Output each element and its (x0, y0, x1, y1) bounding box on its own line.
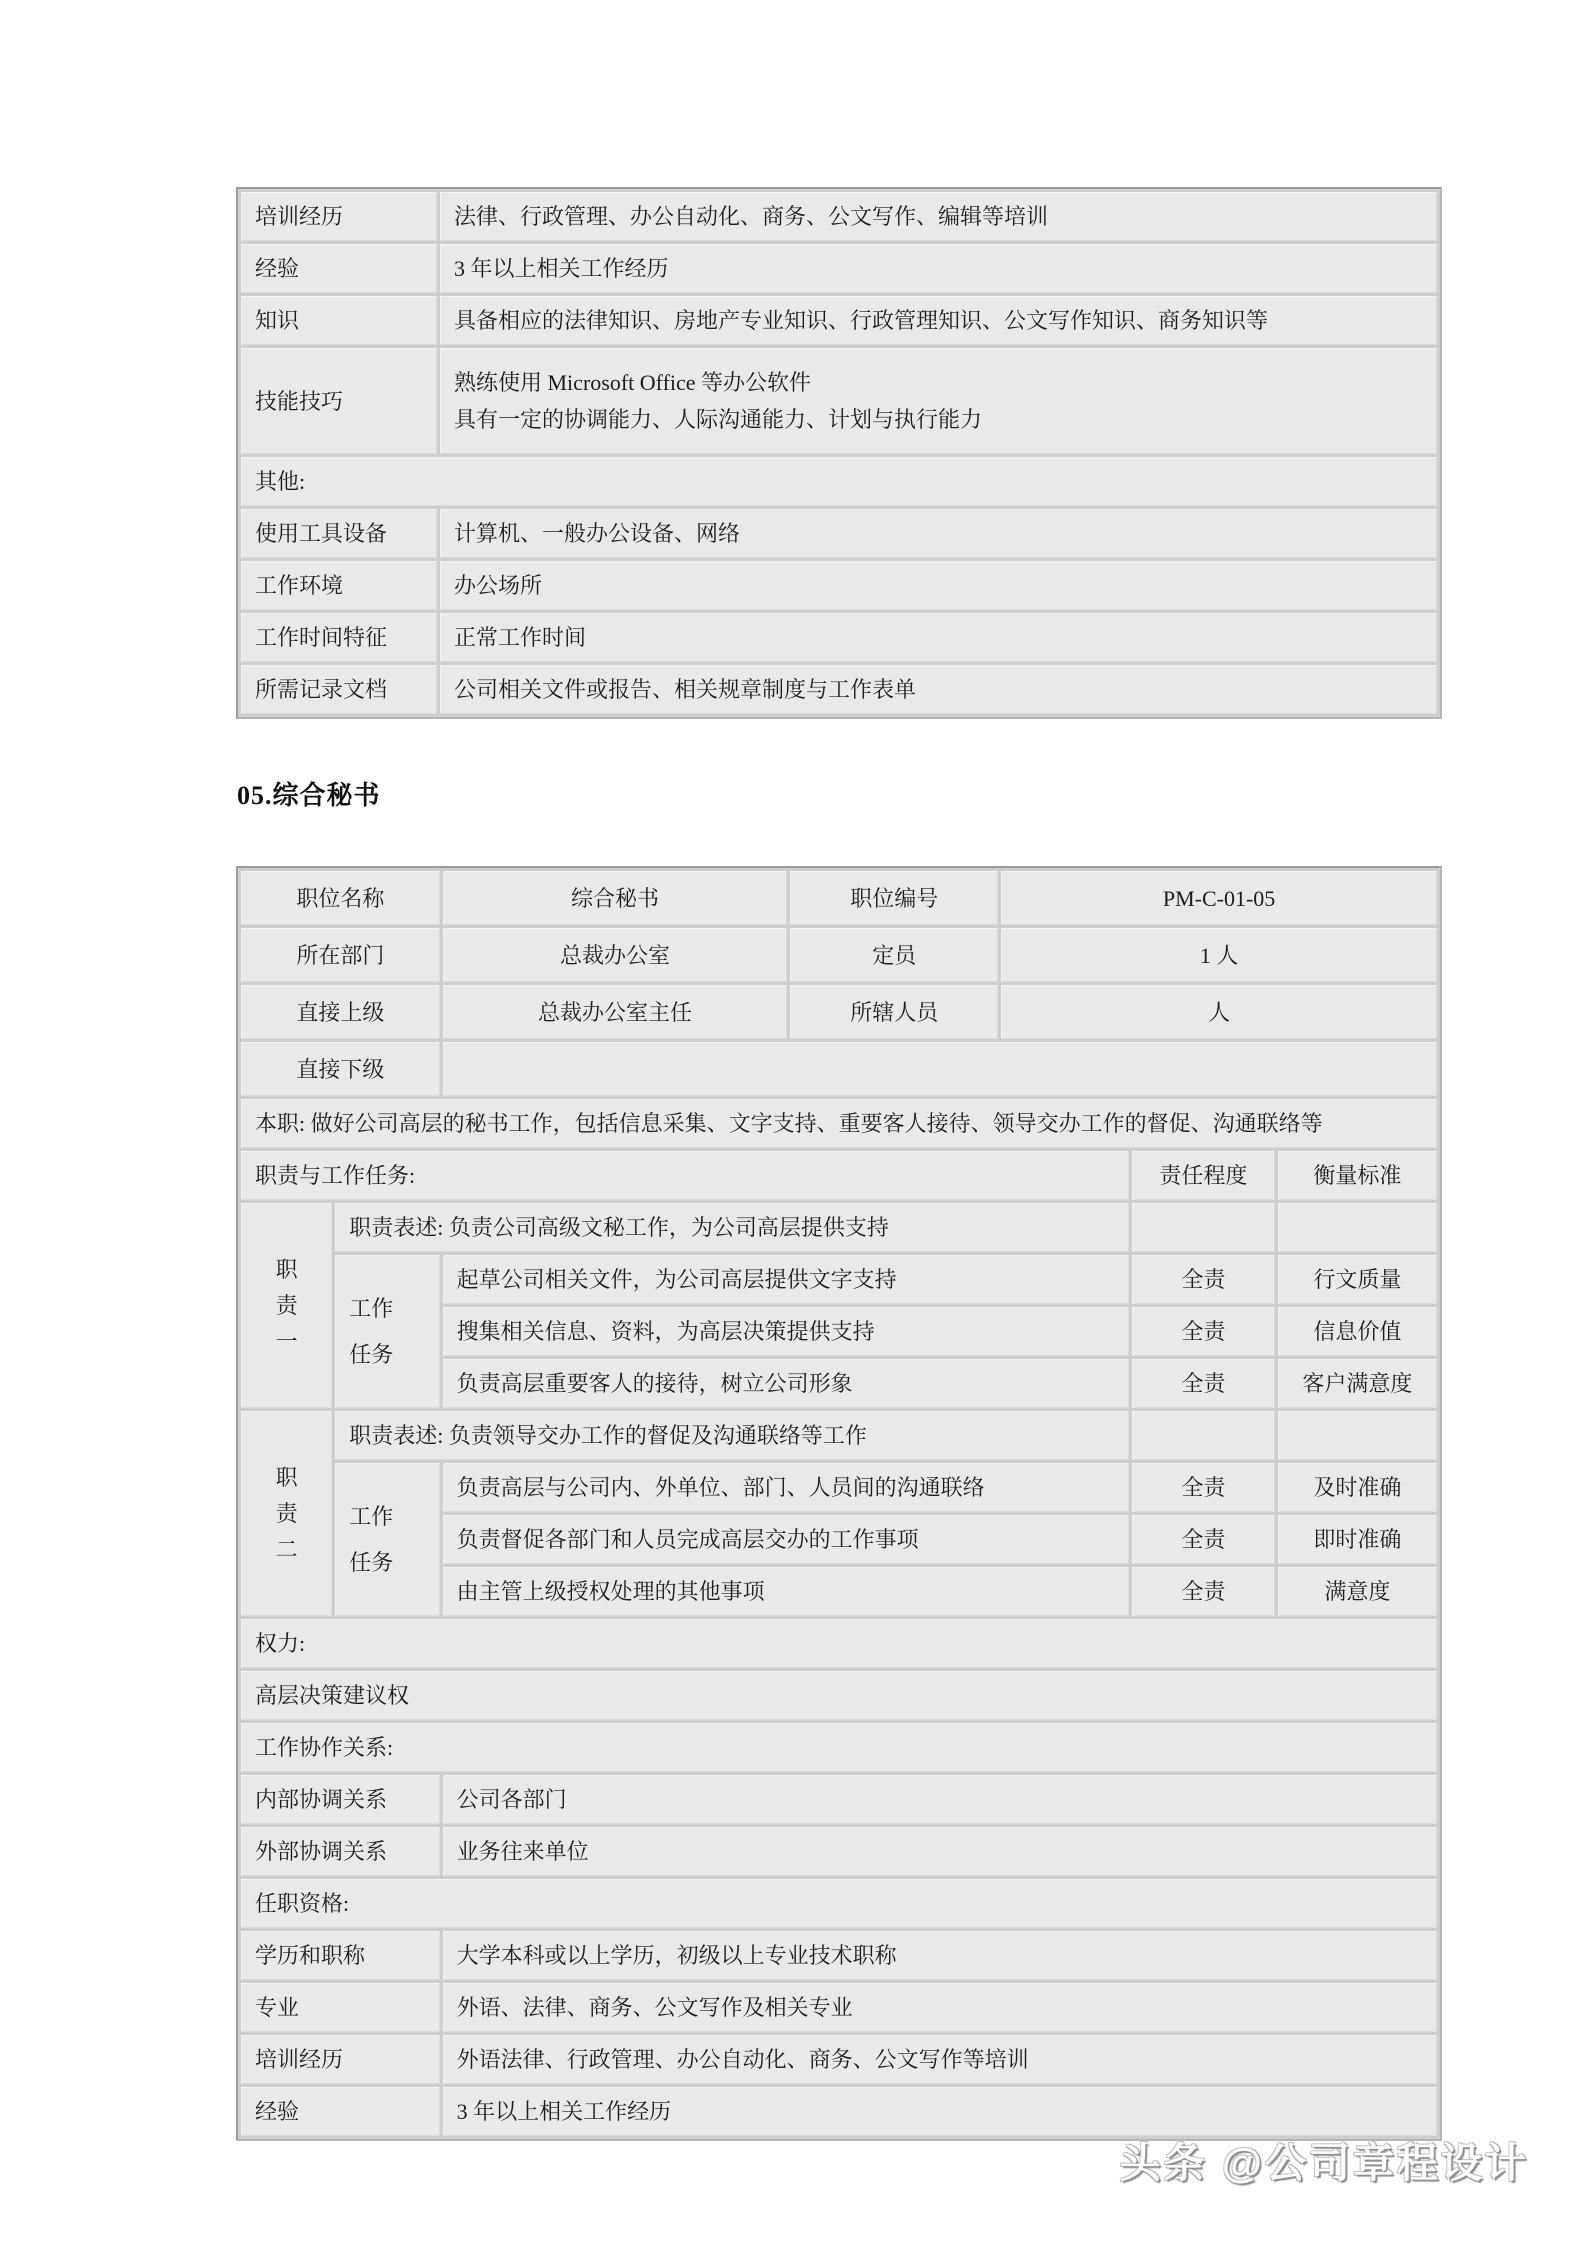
info-value: 总裁办公室 (443, 928, 788, 982)
table-row (241, 871, 1437, 925)
duty-name-cell (241, 1203, 332, 1408)
row-label: 专业 (241, 1983, 440, 2032)
task-resp: 全责 (1132, 1307, 1275, 1356)
skill-line: 具有一定的协调能力、人际沟通能力、计划与执行能力 (454, 407, 983, 432)
requirements-table (236, 187, 1442, 719)
task-text: 负责高层与公司内、外单位、部门、人员间的沟通联络 (443, 1463, 1129, 1512)
table-row (241, 985, 1437, 1039)
row-label: 培训经历 (241, 2035, 440, 2084)
table-row (241, 561, 1437, 610)
table-row (241, 1671, 1437, 1720)
task-text: 搜集相关信息、资料，为高层决策提供支持 (443, 1307, 1129, 1356)
row-value: 公司各部门 (443, 1775, 1437, 1824)
position-table (236, 866, 1442, 2141)
section-heading: 05.综合秘书 (237, 781, 381, 810)
row-value: 计算机、一般办公设备、网络 (440, 509, 1437, 558)
duty-statement: 职责表述: 负责领导交办工作的督促及沟通联络等工作 (335, 1411, 1129, 1460)
row-value: 3 年以上相关工作经历 (440, 244, 1437, 293)
row-label: 工作环境 (241, 561, 437, 610)
row-label: 技能技巧 (241, 348, 437, 454)
task-resp: 全责 (1132, 1359, 1275, 1408)
row-label: 使用工具设备 (241, 509, 437, 558)
task-text: 起草公司相关文件，为公司高层提供文字支持 (443, 1255, 1129, 1304)
info-label: 所在部门 (241, 928, 440, 982)
info-label: 定员 (790, 928, 998, 982)
row-value: 办公场所 (440, 561, 1437, 610)
task-resp: 全责 (1132, 1515, 1275, 1564)
task-label-text: 工作任务 (349, 1295, 394, 1367)
table-row (241, 244, 1437, 293)
row-label: 知识 (241, 296, 437, 345)
table-row (241, 1879, 1437, 1928)
table-row (241, 1931, 1437, 1980)
table-row (241, 665, 1437, 714)
info-label: 职位编号 (790, 871, 998, 925)
task-label-cell (335, 1463, 439, 1616)
table-row (241, 1042, 1437, 1096)
info-value: 人 (1001, 985, 1437, 1039)
row-value: 公司相关文件或报告、相关规章制度与工作表单 (440, 665, 1437, 714)
task-text: 负责督促各部门和人员完成高层交办的工作事项 (443, 1515, 1129, 1564)
document-content (236, 187, 1442, 2141)
full-row-label: 其他: (241, 457, 1437, 506)
row-value: 大学本科或以上学历，初级以上专业技术职称 (443, 1931, 1437, 1980)
job-summary: 本职: 做好公司高层的秘书工作，包括信息采集、文字支持、重要客人接待、领导交办工作的督促、沟通联络等 (241, 1099, 1437, 1148)
empty-cell (1278, 1411, 1437, 1460)
info-value: 综合秘书 (443, 871, 788, 925)
task-text: 由主管上级授权处理的其他事项 (443, 1567, 1129, 1616)
coop-label: 工作协作关系: (241, 1723, 1437, 1772)
table-row (241, 1463, 1437, 1512)
table-row (241, 1827, 1437, 1876)
task-metric: 即时准确 (1278, 1515, 1437, 1564)
row-label: 工作时间特征 (241, 613, 437, 662)
info-value: 总裁办公室主任 (443, 985, 788, 1039)
power-value: 高层决策建议权 (241, 1671, 1437, 1720)
duty-header-metric: 衡量标准 (1278, 1151, 1437, 1200)
info-label: 直接下级 (241, 1042, 440, 1096)
empty-cell (1132, 1203, 1275, 1252)
info-label: 所辖人员 (790, 985, 998, 1039)
task-resp: 全责 (1132, 1463, 1275, 1512)
row-label: 内部协调关系 (241, 1775, 440, 1824)
info-value: 1 人 (1001, 928, 1437, 982)
table-row (241, 1723, 1437, 1772)
table-row (241, 928, 1437, 982)
row-label: 外部协调关系 (241, 1827, 440, 1876)
duty-name-text: 职责二 (275, 1464, 298, 1562)
table-row (241, 1151, 1437, 1200)
task-metric: 信息价值 (1278, 1307, 1437, 1356)
row-value: 3 年以上相关工作经历 (443, 2087, 1437, 2136)
empty-cell (1132, 1411, 1275, 1460)
empty-cell (1278, 1203, 1437, 1252)
duty-name-text: 职责一 (275, 1256, 298, 1354)
row-label: 经验 (241, 244, 437, 293)
watermark: 头条 @公司章程设计 (1119, 2140, 1529, 2186)
task-metric: 行文质量 (1278, 1255, 1437, 1304)
row-value: 正常工作时间 (440, 613, 1437, 662)
row-value: 外语、法律、商务、公文写作及相关专业 (443, 1983, 1437, 2032)
info-label: 职位名称 (241, 871, 440, 925)
row-value: 法律、行政管理、办公自动化、商务、公文写作、编辑等培训 (440, 192, 1437, 241)
duty-name-cell (241, 1411, 332, 1616)
table-row (241, 2087, 1437, 2136)
table-row (241, 348, 1437, 454)
task-label-text: 工作任务 (349, 1503, 394, 1575)
row-label: 经验 (241, 2087, 440, 2136)
table-row (241, 613, 1437, 662)
row-value (440, 348, 1437, 454)
table-row (241, 509, 1437, 558)
info-value (443, 1042, 1437, 1096)
table-row (241, 1411, 1437, 1460)
table-row (241, 2035, 1437, 2084)
qualification-label: 任职资格: (241, 1879, 1437, 1928)
task-metric: 及时准确 (1278, 1463, 1437, 1512)
table-row (241, 192, 1437, 241)
row-value: 业务往来单位 (443, 1827, 1437, 1876)
table-row (241, 1099, 1437, 1148)
table-row (241, 1983, 1437, 2032)
row-label: 培训经历 (241, 192, 437, 241)
table-row (241, 296, 1437, 345)
duty-statement: 职责表述: 负责公司高级文秘工作，为公司高层提供支持 (335, 1203, 1129, 1252)
task-metric: 满意度 (1278, 1567, 1437, 1616)
row-value: 具备相应的法律知识、房地产专业知识、行政管理知识、公文写作知识、商务知识等 (440, 296, 1437, 345)
task-metric: 客户满意度 (1278, 1359, 1437, 1408)
task-text: 负责高层重要客人的接待，树立公司形象 (443, 1359, 1129, 1408)
table-row (241, 1203, 1437, 1252)
task-label-cell (335, 1255, 439, 1408)
task-resp: 全责 (1132, 1255, 1275, 1304)
task-resp: 全责 (1132, 1567, 1275, 1616)
duty-header-title: 职责与工作任务: (241, 1151, 1129, 1200)
row-label: 所需记录文档 (241, 665, 437, 714)
info-value: PM-C-01-05 (1001, 871, 1437, 925)
table-row (241, 1255, 1437, 1304)
info-label: 直接上级 (241, 985, 440, 1039)
power-label: 权力: (241, 1619, 1437, 1668)
skill-line: 熟练使用 Microsoft Office 等办公软件 (454, 370, 812, 395)
table-row (241, 1619, 1437, 1668)
row-label: 学历和职称 (241, 1931, 440, 1980)
table-row (241, 1775, 1437, 1824)
table-row (241, 457, 1437, 506)
duty-header-resp: 责任程度 (1132, 1151, 1275, 1200)
row-value: 外语法律、行政管理、办公自动化、商务、公文写作等培训 (443, 2035, 1437, 2084)
